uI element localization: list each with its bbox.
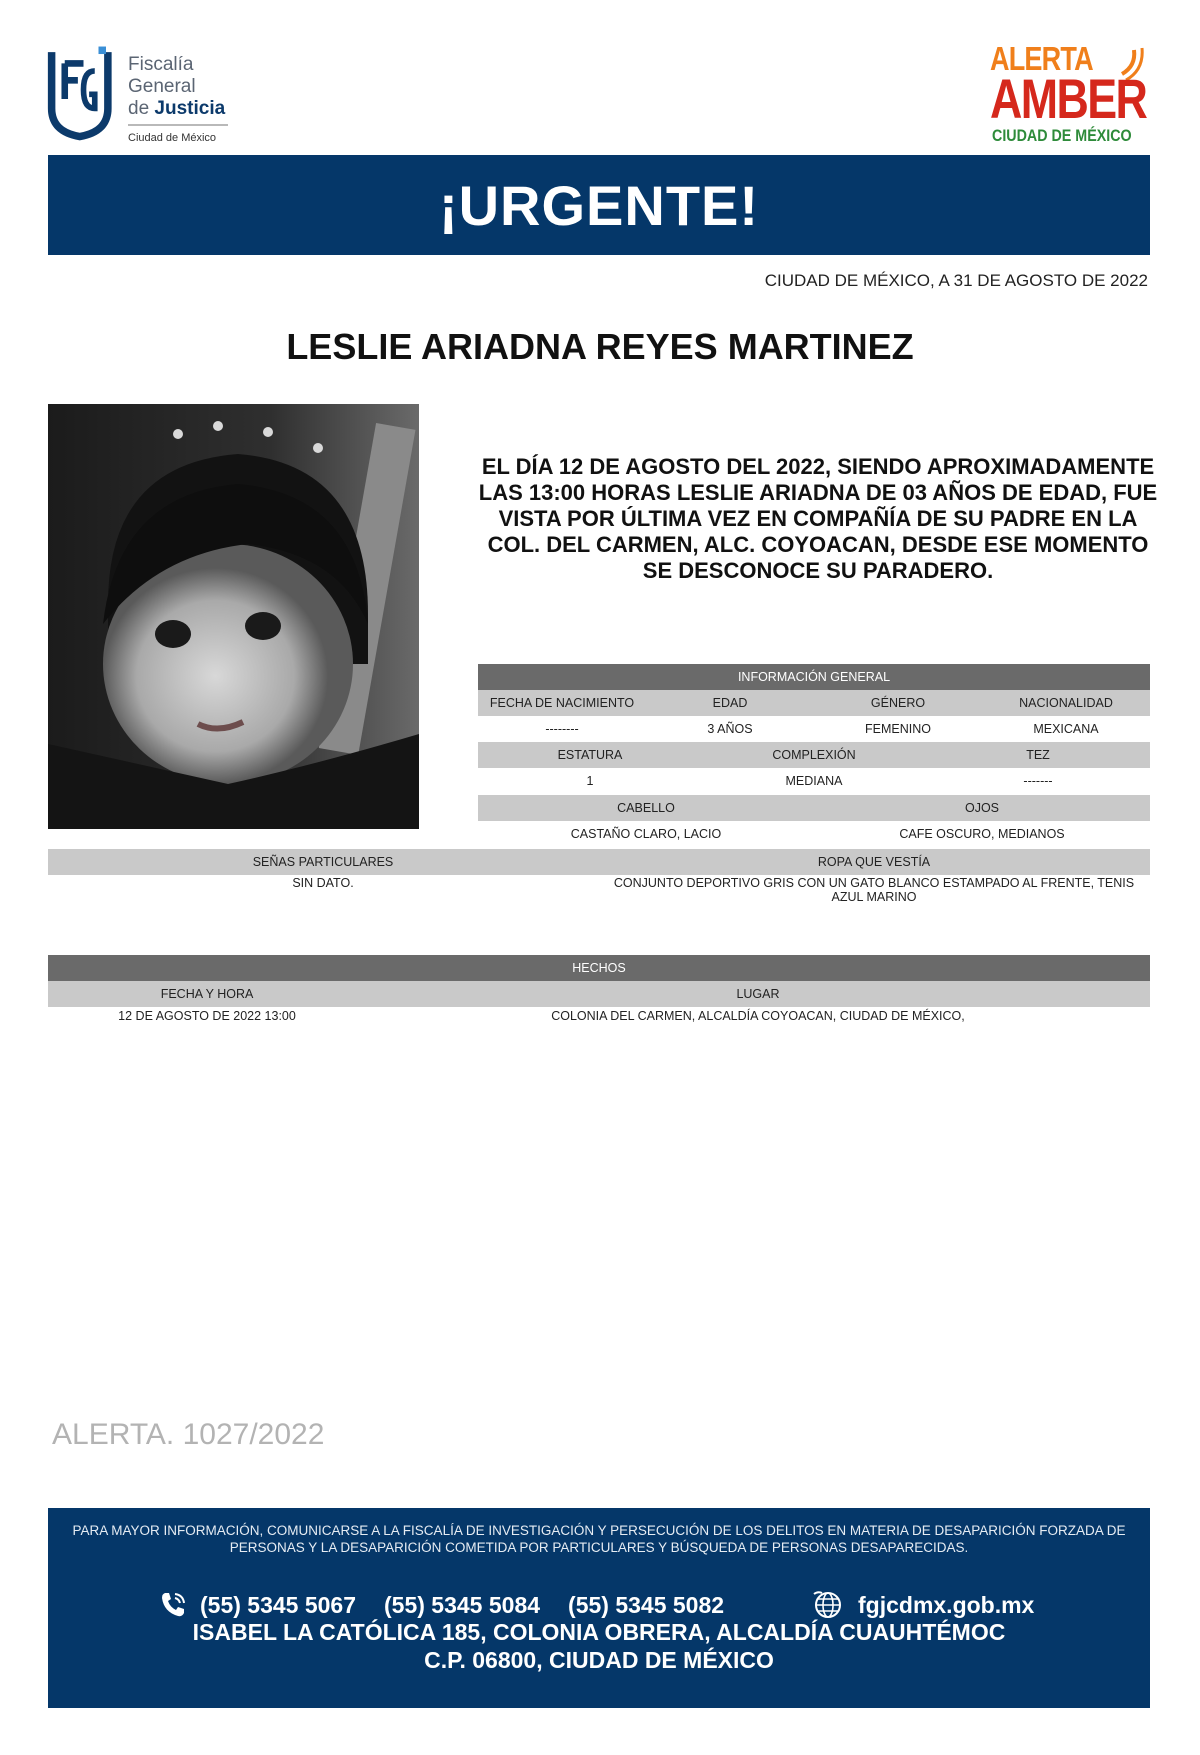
website-link[interactable]: fgjcdmx.gob.mx [858,1591,1035,1618]
header-ropa-que-vestia: ROPA QUE VESTÍA [817,855,931,869]
value-lugar: COLONIA DEL CARMEN, ALCALDÍA COYOACAN, CIUDAD DE MÉXICO, [551,1009,965,1023]
value-senas-particulares: SIN DATO. [292,876,354,890]
value-complexion: MEDIANA [785,774,843,788]
fgj-subtitle: Ciudad de México [128,132,217,144]
header-genero: GÉNERO [870,696,926,710]
senas-ropa-headers [48,849,1150,875]
hechos-column-headers [48,981,1150,1007]
fgj-line-3: de Justicia [128,98,226,119]
value-fecha-nacimiento: -------- [545,722,579,736]
info-row-1-headers [478,690,1150,716]
alert-number: ALERTA. 1027/2022 [52,1418,325,1451]
address-line-1: ISABEL LA CATÓLICA 185, COLONIA OBRERA, ALCALDÍA CUAUHTÉMOC [192,1619,1006,1645]
hechos-values [48,1007,1150,1025]
missing-person-photo [48,404,419,829]
fgj-line-2: General [128,76,196,97]
header-lugar: LUGAR [736,987,780,1001]
value-fecha-y-hora: 12 DE AGOSTO DE 2022 13:00 [118,1009,296,1023]
urgent-text: ¡URGENTE! [438,173,760,237]
fgj-line-1: Fiscalía [128,54,194,75]
photo-image [48,404,419,829]
info-row-2-headers [478,742,1150,768]
value-cabello: CASTAÑO CLARO, LACIO [570,827,722,841]
value-estatura: 1 [586,774,594,788]
phone-list [158,1590,752,1620]
amber-line-1: ALERTA [990,40,1093,77]
header-senas-particulares: SEÑAS PARTICULARES [252,855,394,869]
address [48,1618,1150,1674]
phone-number-2[interactable]: (55) 5345 5084 [384,1591,541,1618]
date-line: CIUDAD DE MÉXICO, A 31 DE AGOSTO DE 2022 [764,271,1148,290]
hechos-title: HECHOS [572,961,626,975]
hechos-header [48,955,1150,981]
header-fecha-y-hora: FECHA Y HORA [160,987,254,1001]
header-ojos: OJOS [964,801,1000,815]
globe-icon [812,1590,846,1620]
value-genero: FEMENINO [865,722,931,736]
header-cabello: CABELLO [617,801,675,815]
amber-line-3: CIUDAD DE MÉXICO [992,126,1132,145]
header-estatura: ESTATURA [557,748,623,762]
header-nacionalidad: NACIONALIDAD [1019,696,1113,710]
value-nacionalidad: MEXICANA [1033,722,1099,736]
contact-footer [48,1508,1150,1708]
header-fecha-nacimiento: FECHA DE NACIMIENTO [489,696,635,710]
info-row-3-values [478,821,1150,847]
info-row-2-values [478,768,1150,794]
header-tez: TEZ [1026,748,1050,762]
value-edad: 3 AÑOS [707,722,753,736]
info-general-title: INFORMACIÓN GENERAL [737,670,891,684]
header-complexion: COMPLEXIÓN [772,748,856,762]
value-ojos: CAFE OSCURO, MEDIANOS [899,827,1065,841]
info-row-3-headers [478,795,1150,821]
info-row-1-values [478,716,1150,742]
case-description: EL DÍA 12 DE AGOSTO DEL 2022, SIENDO APROXIMADAMENTE LAS 13:00 HORAS LESLIE ARIADNA DE 03 AÑOS DE EDAD, FUE VISTA POR ÚLTIMA VEZ EN COMPAÑÍA DE SU PADRE EN LA COL. DEL CARMEN, ALC. COYOACAN, DESDE ESE MOMENTO SE DESCONOCE SU PARADERO. [478,454,1158,583]
urgent-banner [48,155,1150,255]
fgj-divider [128,124,228,126]
amber-line-2: AMBER [990,67,1147,130]
phone-number-3[interactable]: (55) 5345 5082 [568,1591,725,1618]
phone-icon [158,1590,188,1620]
fgj-emblem-icon [46,42,121,142]
address-line-2: C.P. 06800, CIUDAD DE MÉXICO [424,1647,774,1673]
value-tez: ------- [1023,774,1053,788]
person-name: LESLIE ARIADNA REYES MARTINEZ [286,326,914,367]
website [812,1590,1034,1620]
contact-info-text: PARA MAYOR INFORMACIÓN, COMUNICARSE A LA FISCALÍA DE INVESTIGACIÓN Y PERSECUCIÓN DE LOS DELITOS EN MATERIA DE DESAPARICIÓN FORZADA DE PERSONAS Y LA DESAPARICIÓN COMETIDA POR PARTICULARES Y BÚSQUEDA DE PERSONAS DESAPARECIDAS. [72,1523,1126,1555]
header-edad: EDAD [712,696,748,710]
info-general-header [478,664,1150,690]
phone-number-1[interactable]: (55) 5345 5067 [200,1591,357,1618]
alerta-amber-logo [990,40,1150,148]
value-ropa-que-vestia: CONJUNTO DEPORTIVO GRIS CON UN GATO BLANCO ESTAMPADO AL FRENTE, TENIS AZUL MARINO [613,876,1135,904]
senas-ropa-values [48,876,1150,906]
